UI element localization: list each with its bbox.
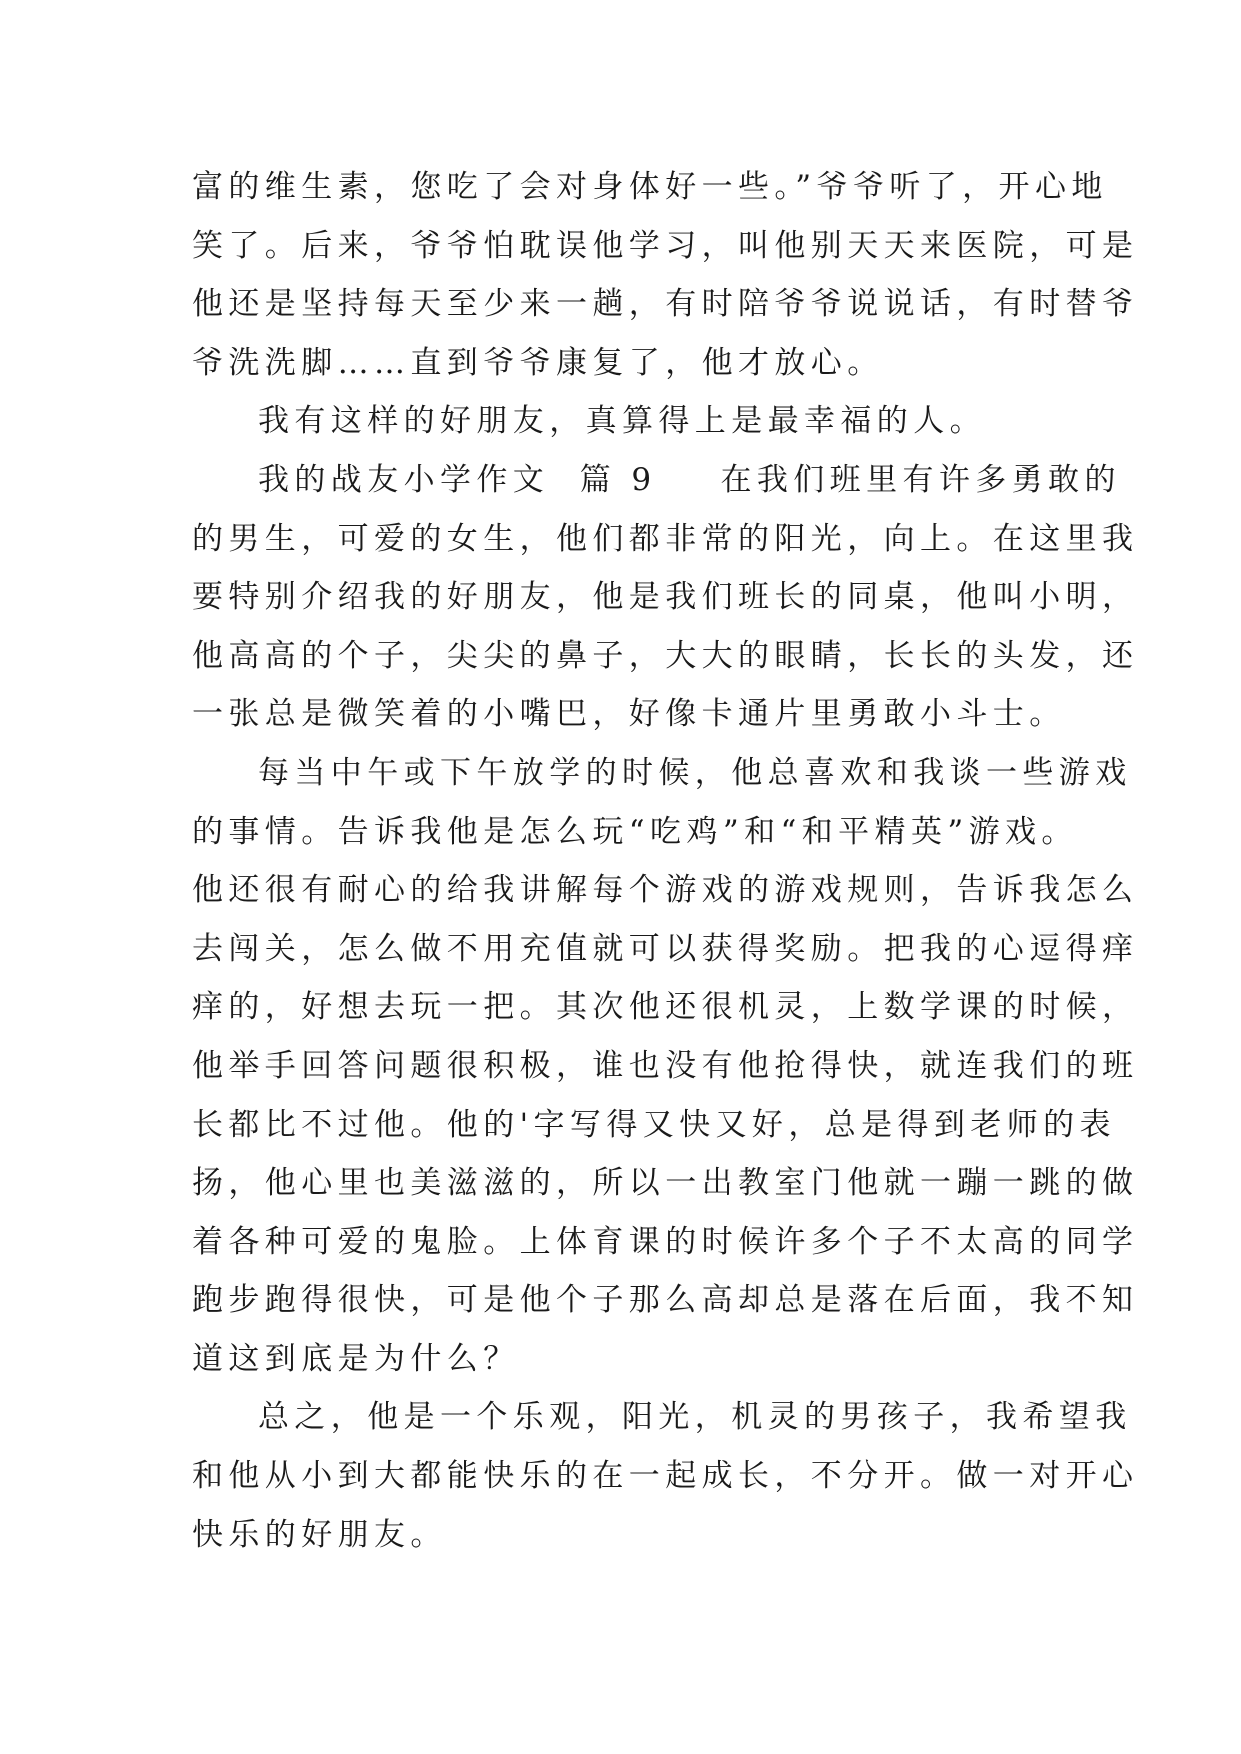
paragraph-line: 他还是坚持每天至少来一趟，有时陪爷爷说说话，有时替爷 (192, 286, 1139, 323)
paragraph-line: 道这到底是为什么？ (192, 1340, 520, 1377)
paragraph-line: 他还很有耐心的给我讲解每个游戏的游戏规则，告诉我怎么 (192, 872, 1139, 909)
paragraph-line: 我有这样的好朋友，真算得上是最幸福的人。 (258, 403, 986, 440)
section-heading-line (192, 451, 1121, 510)
section-heading: 我的战友小学作文 篇 9 (258, 461, 657, 498)
paragraph-line: 总之，他是一个乐观，阳光，机灵的男孩子，我希望我 (258, 1399, 1132, 1436)
paragraph-line: 跑步跑得很快，可是他个子那么高却总是落在后面，我不知 (192, 1282, 1139, 1319)
paragraph-line: 富的维生素，您吃了会对身体好一些。”爷爷听了，开心地 (192, 169, 1108, 205)
paragraph-line: 他举手回答问题很积极，谁也没有他抢得快，就连我们的班 (192, 1047, 1139, 1084)
paragraph-line: 着各种可爱的鬼脸。上体育课的时候许多个子不太高的同学 (192, 1223, 1139, 1260)
paragraph-line: 扬，他心里也美滋滋的，所以一出教室门他就一蹦一跳的做 (192, 1165, 1139, 1202)
paragraph-line: 的男生，可爱的女生，他们都非常的阳光，向上。在这里我 (192, 520, 1139, 557)
paragraph-line: 痒的，好想去玩一把。其次他还很机灵，上数学课的时候， (192, 989, 1139, 1026)
paragraph-line: 他高高的个子，尖尖的鼻子，大大的眼睛，长长的头发，还 (192, 637, 1139, 674)
paragraph-line: 和他从小到大都能快乐的在一起成长，不分开。做一对开心 (192, 1458, 1139, 1495)
paragraph-line: 的事情。告诉我他是怎么玩“吃鸡”和“和平精英”游戏。 (192, 813, 1078, 850)
paragraph-line: 长都比不过他。他的'字写得又快又好，总是得到老师的表 (192, 1106, 1116, 1143)
paragraph-line: 每当中午或下午放学的时候，他总喜欢和我谈一些游戏 (258, 754, 1132, 791)
paragraph-line: 去闯关，怎么做不用充值就可以获得奖励。把我的心逗得痒 (192, 930, 1139, 967)
article-body (192, 158, 1139, 1564)
paragraph-line: 要特别介绍我的好朋友，他是我们班长的同桌，他叫小明， (192, 579, 1139, 616)
paragraph-line: 爷洗洗脚……直到爷爷康复了，他才放心。 (192, 344, 884, 381)
paragraph-line: 一张总是微笑着的小嘴巴，好像卡通片里勇敢小斗士。 (192, 696, 1066, 733)
paragraph-line: 快乐的好朋友。 (192, 1516, 447, 1553)
paragraph-line: 笑了。后来，爷爷怕耽误他学习，叫他别天天来医院，可是 (192, 227, 1139, 264)
paragraph-line: 在我们班里有许多勇敢的 (720, 461, 1121, 498)
